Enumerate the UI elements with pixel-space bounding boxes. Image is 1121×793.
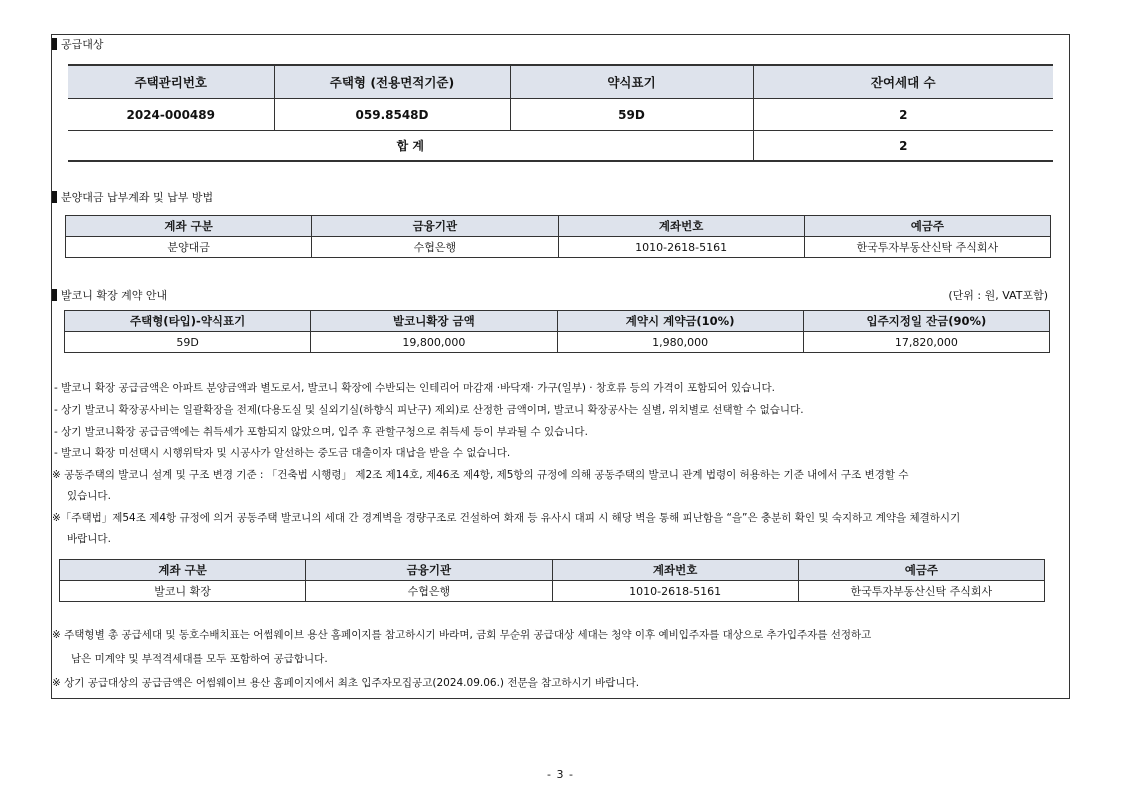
unit-note: (단위 : 원, VAT포함) bbox=[948, 289, 1048, 302]
cell-account-holder: 한국투자부동산신탁 주식회사 bbox=[798, 581, 1044, 602]
cell-type: 59D bbox=[65, 332, 311, 353]
note-line: - 상기 발코니확장 공급금액에는 취득세가 포함되지 않았으며, 입주 후 관할구청으로 취득세 등이 부과될 수 있습니다. bbox=[54, 426, 588, 438]
table-header-row bbox=[66, 216, 1051, 237]
header-cell: 계좌 구분 bbox=[66, 216, 312, 237]
section-marker-icon bbox=[52, 289, 57, 301]
note-line: - 상기 발코니 확장공사비는 일괄확장을 전제(다용도실 및 실외기실(하향식 피난구) 제외)로 산정한 금액이며, 발코니 확장공사는 실별, 위치별로 선택할 수 없습니다. bbox=[54, 404, 804, 416]
table-header-row bbox=[65, 311, 1050, 332]
header-cell: 예금주 bbox=[798, 560, 1044, 581]
cell-short-notation: 59D bbox=[510, 99, 753, 131]
note-line: 있습니다. bbox=[67, 490, 111, 502]
table-header-row bbox=[60, 560, 1045, 581]
table-row bbox=[66, 237, 1051, 258]
cell-account-number: 1010-2618-5161 bbox=[552, 581, 798, 602]
section-marker-icon bbox=[52, 38, 57, 50]
balcony-payment-table bbox=[59, 559, 1045, 602]
total-value: 2 bbox=[753, 131, 1053, 162]
section-marker-icon bbox=[52, 191, 57, 203]
header-cell: 계약시 계약금(10%) bbox=[557, 311, 803, 332]
cell-housing-type: 059.8548D bbox=[274, 99, 510, 131]
cell-balance: 17,820,000 bbox=[803, 332, 1049, 353]
note-line: - 발코니 확장 미선택시 시행위탁자 및 시공사가 알선하는 중도금 대출이자 대납을 받을 수 없습니다. bbox=[54, 447, 511, 459]
cell-bank: 수협은행 bbox=[312, 237, 558, 258]
note-line: ※ 주택형별 총 공급세대 및 동호수배치표는 어썸웨이브 용산 홈페이지를 참고하시기 바라며, 금회 무순위 공급대상 세대는 청약 이후 예비입주자를 대상으로 추가입주자를 선정하고 bbox=[52, 629, 872, 641]
header-cell: 약식표기 bbox=[510, 65, 753, 99]
cell-deposit: 1,980,000 bbox=[557, 332, 803, 353]
supply-table bbox=[68, 64, 1053, 162]
table-row bbox=[60, 581, 1045, 602]
payment-account-table bbox=[65, 215, 1051, 258]
cell-balcony-amount: 19,800,000 bbox=[311, 332, 557, 353]
note-line: - 발코니 확장 공급금액은 아파트 분양금액과 별도로서, 발코니 확장에 수반되는 인테리어 마감재 ·바닥재· 가구(일부) · 창호류 등의 가격이 포함되어 있습니다. bbox=[54, 382, 775, 394]
note-line: ※「주택법」제54조 제4항 규정에 의거 공동주택 발코니의 세대 간 경계벽을 경량구조로 건설하여 화재 등 유사시 대피 시 해당 벽을 통해 피난함을 “을”은 충분히 확인 및 숙지하고 계약을 체결하시기 bbox=[52, 512, 961, 524]
cell-management-number: 2024-000489 bbox=[68, 99, 274, 131]
cell-account-type: 분양대금 bbox=[66, 237, 312, 258]
note-line: 바랍니다. bbox=[67, 533, 111, 545]
header-cell: 잔여세대 수 bbox=[753, 65, 1053, 99]
header-cell: 입주지정일 잔금(90%) bbox=[803, 311, 1049, 332]
section-title-balcony: 발코니 확장 계약 안내 bbox=[52, 287, 167, 303]
cell-bank: 수협은행 bbox=[306, 581, 552, 602]
header-cell: 금융기관 bbox=[312, 216, 558, 237]
total-label: 합 계 bbox=[68, 131, 753, 162]
cell-remaining-units: 2 bbox=[753, 99, 1053, 131]
cell-account-number: 1010-2618-5161 bbox=[558, 237, 804, 258]
note-line: ※ 공동주택의 발코니 설계 및 구조 변경 기준 : 「건축법 시행령」 제2조 제14호, 제46조 제4항, 제5항의 규정에 의해 공동주택의 발코니 관계 법령이 허용하는 기준 내에서 구조 변경할 수 bbox=[52, 469, 909, 481]
cell-account-type: 발코니 확장 bbox=[60, 581, 306, 602]
section-title-supply: 공급대상 bbox=[52, 36, 104, 52]
note-line: 남은 미계약 및 부적격세대를 모두 포함하여 공급합니다. bbox=[71, 653, 328, 665]
header-cell: 발코니확장 금액 bbox=[311, 311, 557, 332]
header-cell: 금융기관 bbox=[306, 560, 552, 581]
page-number: - 3 - bbox=[547, 768, 574, 781]
cell-account-holder: 한국투자부동산신탁 주식회사 bbox=[804, 237, 1050, 258]
table-total-row bbox=[68, 131, 1053, 162]
balcony-price-table bbox=[64, 310, 1050, 353]
header-cell: 주택형 (전용면적기준) bbox=[274, 65, 510, 99]
header-cell: 주택관리번호 bbox=[68, 65, 274, 99]
header-cell: 예금주 bbox=[804, 216, 1050, 237]
table-row bbox=[65, 332, 1050, 353]
section-title-payment: 분양대금 납부계좌 및 납부 방법 bbox=[52, 189, 213, 205]
table-row bbox=[68, 99, 1053, 131]
note-line: ※ 상기 공급대상의 공급금액은 어썸웨이브 용산 홈페이지에서 최초 입주자모집공고(2024.09.06.) 전문을 참고하시기 바랍니다. bbox=[52, 677, 640, 689]
header-cell: 계좌 구분 bbox=[60, 560, 306, 581]
header-cell: 주택형(타입)-약식표기 bbox=[65, 311, 311, 332]
header-cell: 계좌번호 bbox=[552, 560, 798, 581]
header-cell: 계좌번호 bbox=[558, 216, 804, 237]
table-header-row bbox=[68, 65, 1053, 99]
